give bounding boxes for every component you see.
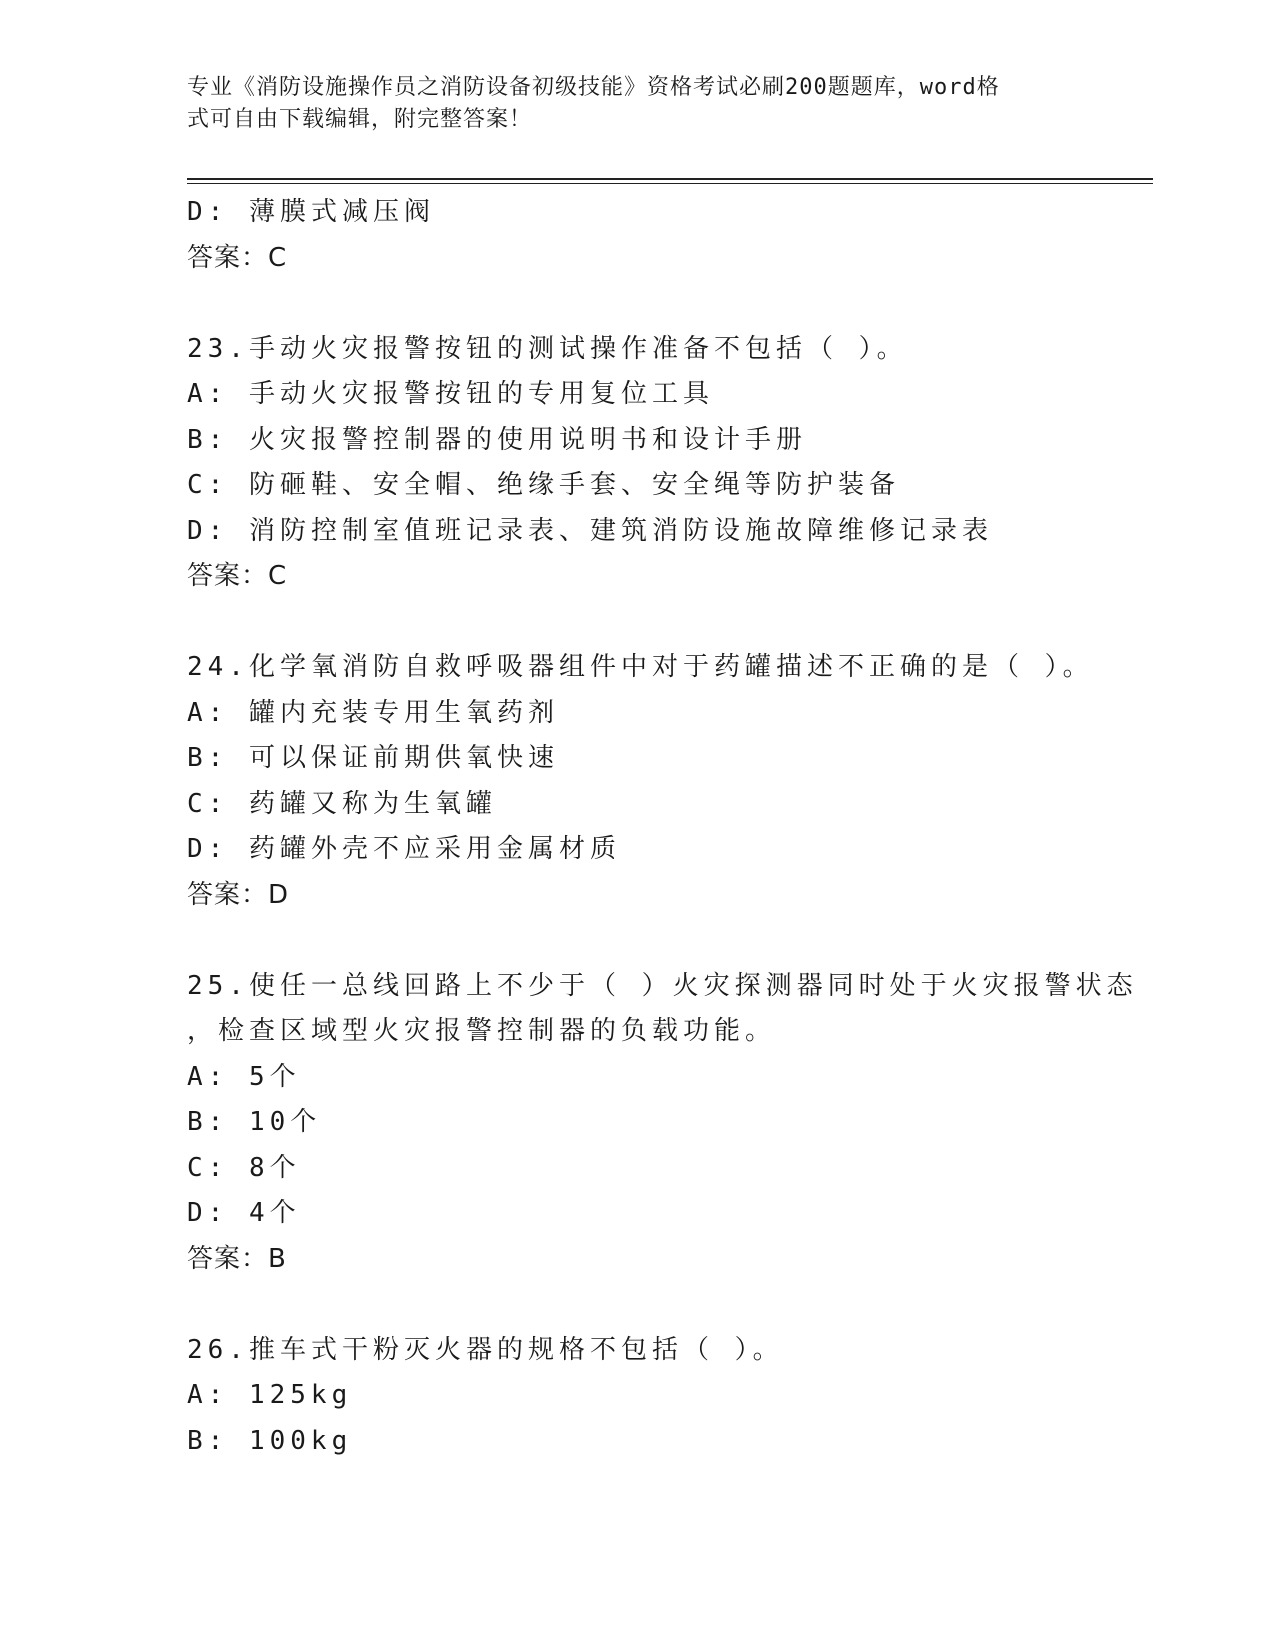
option-a: A: 5个: [187, 1061, 301, 1092]
question-stem: 26.推车式干粉灭火器的规格不包括（ ）。: [187, 1334, 784, 1365]
header-title-line1: 专业《消防设施操作员之消防设备初级技能》资格考试必刷200题题库，word格: [187, 75, 1000, 100]
option-b: B: 火灾报警控制器的使用说明书和设计手册: [187, 424, 807, 455]
option-d: D: 药罐外壳不应采用金属材质: [187, 834, 621, 864]
question-block-23: [187, 327, 1087, 600]
option-c: C: 防砸鞋、安全帽、绝缘手套、安全绳等防护装备: [187, 470, 900, 500]
spacer: [187, 918, 1087, 964]
question-stem: 24.化学氧消防自救呼吸器组件中对于药罐描述不正确的是（ ）。: [187, 652, 1094, 682]
document-header: [187, 72, 1067, 136]
spacer: [187, 600, 1087, 646]
question-stem: 23.手动火灾报警按钮的测试操作准备不包括（ ）。: [187, 333, 908, 364]
option-a: A: 罐内充装专用生氧药剂: [187, 697, 559, 728]
option-b: B: 10个: [187, 1107, 322, 1137]
option-b: B: 可以保证前期供氧快速: [187, 743, 559, 773]
option-a: A: 125kg: [187, 1380, 353, 1410]
header-divider: [187, 178, 1153, 180]
question-list: [187, 190, 1138, 1464]
option-d: D: 4个: [187, 1198, 301, 1228]
question-block-26: [187, 1328, 1087, 1465]
spacer: [187, 1282, 1087, 1328]
answer-label: 答案：D: [187, 879, 290, 910]
option-a: A: 手动火灾报警按钮的专用复位工具: [187, 379, 714, 409]
question-block-24: [187, 645, 1094, 918]
option-d: D: 薄膜式减压阀: [187, 197, 435, 227]
answer-label: 答案：C: [187, 561, 288, 591]
question-stem: 25.使任一总线回路上不少于（ ）火灾探测器同时处于火灾报警状态: [187, 970, 1138, 1001]
answer-label: 答案：C: [187, 242, 288, 273]
option-c: C: 药罐又称为生氧罐: [187, 788, 497, 819]
answer-label: 答案：B: [187, 1243, 287, 1274]
question-block-prev: [187, 190, 1087, 281]
header-divider-thin: [187, 183, 1153, 184]
option-d: D: 消防控制室值班记录表、建筑消防设施故障维修记录表: [187, 515, 993, 546]
option-c: C: 8个: [187, 1152, 301, 1183]
option-b: B: 100kg: [187, 1425, 353, 1456]
spacer: [187, 281, 1087, 327]
question-stem-continued: ，检查区域型火灾报警控制器的负载功能。: [187, 1016, 777, 1046]
question-block-25: [187, 964, 1138, 1283]
header-title-line2: 式可自由下载编辑，附完整答案！: [187, 107, 533, 132]
